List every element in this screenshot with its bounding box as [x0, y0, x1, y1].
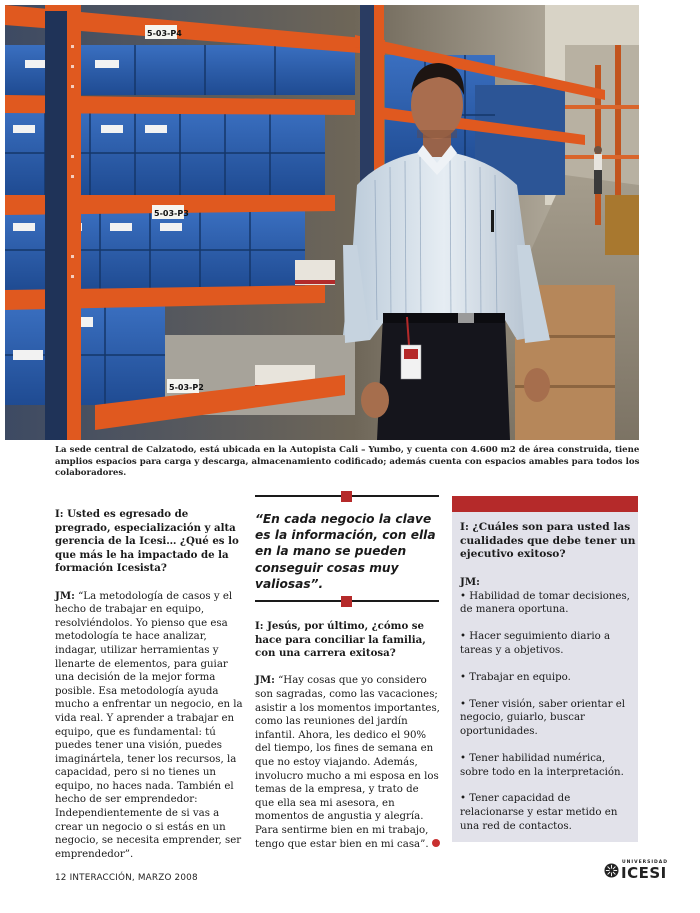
shelf-label-1: 5-03-P4 — [147, 29, 182, 38]
logo-university-text: UNIVERSIDAD — [622, 860, 668, 865]
answer-text: “Hay cosas que yo considero son sagradas, como las vacaciones; asistir a los momentos importantes, como las reuniones del jardín infantil. Ahora, les dedico el 90% del tiempo, los fines de semana en que no estoy viajando. Además, involucro mucho a mi esposa en los temas de la empresa, y trato de que ella sea mi asesora, en momentos de angustia y alegría. Para sentirme bien en mi trabajo, tengo que estar bien en mi casa”. — [255, 675, 440, 850]
article-end-icon — [432, 839, 440, 847]
list-item: • Trabajar en equipo. — [460, 671, 571, 683]
warehouse-photo — [5, 5, 639, 440]
pull-quote: “En cada negocio la clave es la información, con ella en la mano se pueden conseguir cosas muy valiosas”. — [255, 512, 436, 591]
sidebar-question: I: ¿Cuáles son para usted las cualidades que debe tener un ejecutivo exitoso? — [460, 521, 636, 561]
answer-speaker: JM: — [460, 576, 480, 588]
warehouse-photo-illustration — [5, 5, 639, 440]
logo-icesi-text: ICESI — [621, 864, 667, 882]
photo-caption: La sede central de Calzatodo, está ubicada en la Autopista Cali – Yumbo, y cuenta con 4.600 m2 de área construida, tiene amplios espacios para carga y descarga, almacenamiento codificado; además cuenta con espacios amables para todos los colaboradores. — [55, 445, 640, 478]
shelf-label-2: 5-03-P3 — [154, 209, 189, 218]
qualities-sidebar — [452, 496, 638, 842]
interview-question-1: I: Usted es egresado de pregrado, especialización y alta gerencia de la Icesi… ¿Qué es lo que más le ha impactado de la formación Icesista? — [55, 508, 239, 575]
sidebar-header-bar — [452, 496, 638, 512]
qualities-list — [460, 576, 636, 847]
list-item: • Tener capacidad de relacionarse y estar metido en una red de contactos. — [460, 793, 618, 832]
interview-question-2: I: Jesús, por último, ¿cómo se hace para conciliar la familia, con una carrera exitosa? — [255, 620, 426, 660]
answer-speaker: JM: — [255, 674, 275, 687]
left-column — [55, 508, 243, 875]
list-item: • Habilidad de tomar decisiones, de manera oportuna. — [460, 590, 630, 616]
page-footer: 12 INTERACCIÓN, MARZO 2008 — [55, 873, 198, 883]
interview-answer-2 — [255, 674, 440, 851]
answer-speaker: JM: — [55, 589, 75, 602]
icesi-emblem-icon — [604, 863, 619, 878]
quote-top-square — [341, 491, 352, 502]
list-item: • Tener visión, saber orientar el negocio, guiarlo, buscar oportunidades. — [460, 698, 626, 737]
list-item: • Hacer seguimiento diario a tareas y a objetivos. — [460, 631, 611, 656]
list-item: • Tener habilidad numérica, sobre todo en la interpretación. — [460, 752, 624, 778]
icesi-logo — [604, 859, 668, 882]
shelf-label-3: 5-03-P2 — [169, 383, 204, 392]
quote-bottom-square — [341, 596, 352, 607]
interview-answer-1 — [55, 590, 243, 862]
middle-column — [255, 620, 440, 865]
answer-text: “La metodología de casos y el hecho de trabajar en equipo, resolviéndolos. Yo pienso que esa metodología te hace analizar, indagar, utilizar herramientas y llenarte de elementos, para guiar una decisión de la mejor forma posible. Esa metodología ayuda mucho a enfrentar un negocio, en la vida real. Y aprender a trabajar en equipo, que es fundamental: tú puedes tener una visión, puedes imaginártela, tener los recursos, la capacidad, pero si no tienes un equipo, no haces nada. También el hecho de ser emprendedor: Independientemente de si vas a crear un negocio o si estás en un negocio, se necesita emprender, ser emprendedor”. — [55, 590, 243, 860]
